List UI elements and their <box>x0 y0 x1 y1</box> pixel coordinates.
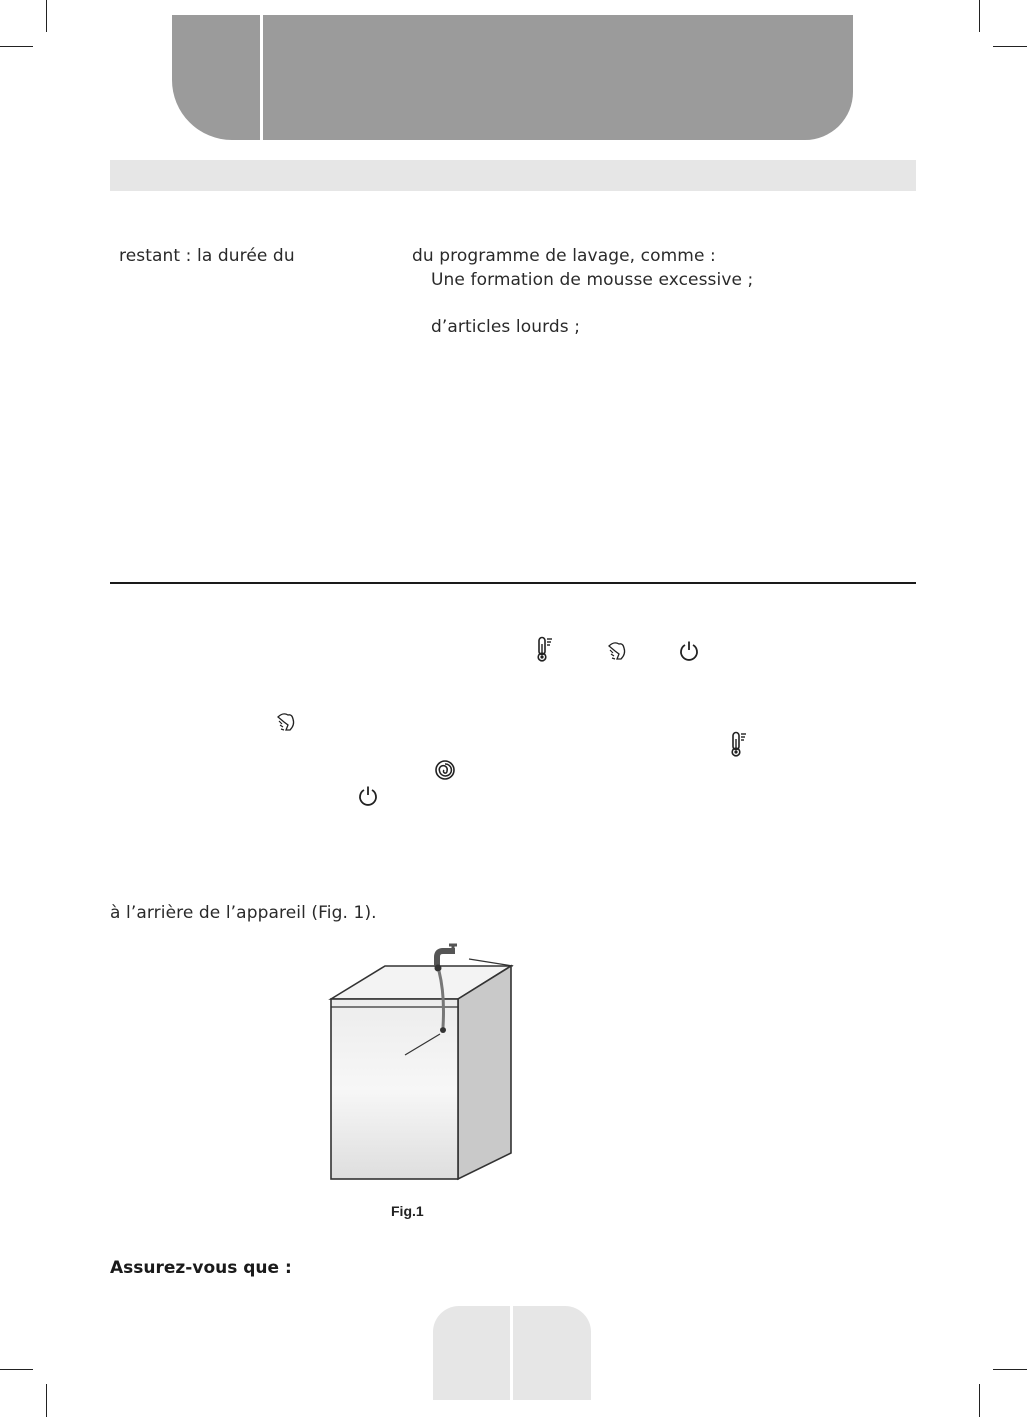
crop-mark <box>993 1369 1027 1370</box>
right-column-text: d’articles lourds ; <box>431 317 581 337</box>
assurez-heading: Assurez-vous que : <box>110 1258 292 1278</box>
spiral-icon <box>434 757 456 783</box>
dishwasher-figure <box>325 935 525 1185</box>
figure-caption: Fig.1 <box>391 1203 424 1219</box>
header-tab <box>172 15 853 140</box>
header-divider <box>260 15 263 140</box>
crop-mark <box>0 46 33 47</box>
crop-mark <box>993 46 1027 47</box>
crop-mark <box>0 1369 33 1370</box>
right-column-text: du programme de lavage, comme : <box>412 246 716 266</box>
spray-icon <box>275 709 297 735</box>
thermometer-icon <box>533 636 555 662</box>
crop-mark <box>979 1384 980 1417</box>
section-rule <box>110 582 916 584</box>
spray-icon <box>606 638 628 664</box>
power-icon <box>357 783 379 809</box>
crop-mark <box>46 0 47 32</box>
thermometer-icon <box>727 731 749 757</box>
section-bar <box>110 160 916 191</box>
crop-mark <box>46 1384 47 1417</box>
crop-mark <box>979 0 980 32</box>
left-column-text: restant : la durée du <box>119 246 295 266</box>
footer-divider <box>510 1306 513 1400</box>
right-column-text: Une formation de mousse excessive ; <box>431 270 754 290</box>
power-icon <box>678 638 700 664</box>
figure-intro-text: à l’arrière de l’appareil (Fig. 1). <box>110 903 377 923</box>
